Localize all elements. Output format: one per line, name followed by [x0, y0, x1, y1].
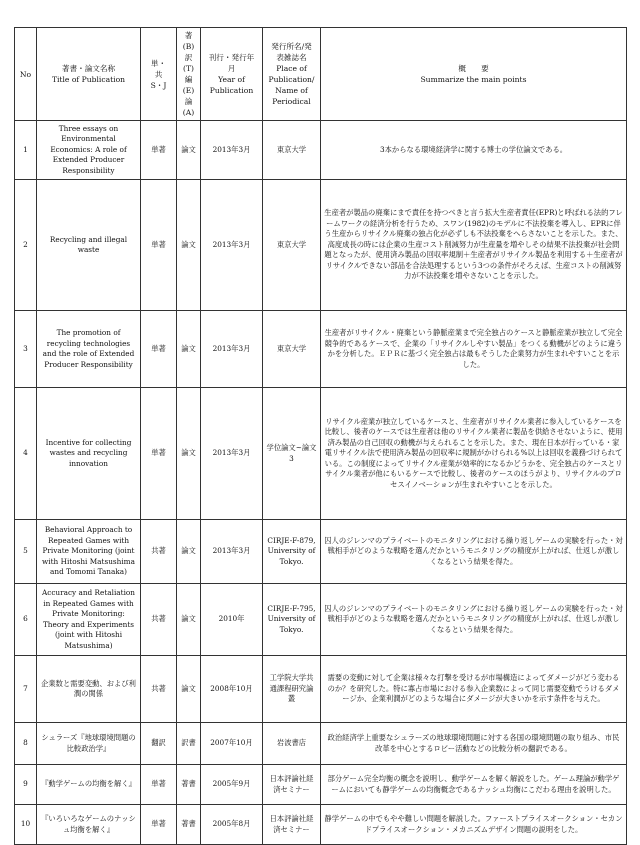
table-row [15, 311, 627, 388]
table-row [15, 723, 627, 765]
cell-title: 『いろいろなゲームのナッシュ均衡を解く』 [37, 805, 141, 845]
cell-no: 6 [15, 584, 37, 656]
cell-type: 著書 [177, 765, 201, 805]
cell-type: 論文 [177, 520, 201, 584]
cell-author: 単著 [141, 805, 177, 845]
header-line: 概 要 [458, 64, 489, 73]
header-line: Title of Publication [51, 75, 126, 84]
table-row [15, 584, 627, 656]
header-year [201, 28, 263, 121]
cell-summary: 生産者が製品の廃棄にまで責任を持つべきと言う拡大生産者責任(EPR)と呼ばれる法的フレームワークの経済分析を行うため、スワン(1982)のモデルに不法投棄を導入し、EPRに伴う生産からリサイクル廃棄の独占化が必ずしも不法投棄をへらさないことを示した。また、高度成長の時には企業の生産コスト削減努力が生産量を増やしその結果不法投棄が社会問題となったが、使用済み製品の回収率規制＋生産者がリサイクル製品を利用する＋生産者がリサイクルできない部品を合法処理するという3つの条件がそろえば、生産コストの削減努力が不法投棄を増やさないことを示した。 [321, 180, 627, 311]
cell-place: 東京大学 [263, 180, 321, 311]
cell-title: The promotion of recycling technologies and the role of Extended Producer Responsibility [37, 311, 141, 388]
header-row [15, 28, 627, 121]
cell-year: 2008年10月 [201, 656, 263, 723]
cell-year: 2005年8月 [201, 805, 263, 845]
table-row [15, 805, 627, 845]
cell-type: 著書 [177, 805, 201, 845]
cell-year: 2005年9月 [201, 765, 263, 805]
cell-author: 共著 [141, 520, 177, 584]
header-line: (A) [182, 108, 195, 117]
cell-no: 9 [15, 765, 37, 805]
table-row [15, 180, 627, 311]
header-line: 表雑誌名 [276, 53, 307, 62]
cell-title: Three essays on Environmental Economics: A role of Extended Producer Responsibility [37, 121, 141, 180]
cell-type: 訳書 [177, 723, 201, 765]
cell-year: 2013年3月 [201, 388, 263, 520]
header-type [177, 28, 201, 121]
header-line: S・J [150, 80, 167, 90]
publications-table [14, 27, 627, 845]
cell-place: 岩波書店 [263, 723, 321, 765]
cell-type: 論文 [177, 656, 201, 723]
cell-place: 東京大学 [263, 121, 321, 180]
cell-no: 5 [15, 520, 37, 584]
cell-title: シュラーズ『地球環境問題の比較政治学』 [37, 723, 141, 765]
cell-no: 10 [15, 805, 37, 845]
cell-year: 2007年10月 [201, 723, 263, 765]
header-line: Publication/ [268, 75, 315, 84]
cell-title: 企業数と需要変動、および利潤の関係 [37, 656, 141, 723]
table-row [15, 388, 627, 520]
header-line: Publication [209, 86, 254, 95]
cell-year: 2013年3月 [201, 121, 263, 180]
cell-author: 単著 [141, 180, 177, 311]
cell-author: 共著 [141, 584, 177, 656]
header-summary [321, 28, 627, 121]
header-line: Summarize the main points [420, 75, 527, 84]
cell-summary: 需要の変動に対して企業は様々な打撃を受けるが市場構造によってダメージがどう変わるのか？を研究した。特に寡占市場における参入企業数によって同じ需要変動でうけるダメージか、企業利潤がどのような場合にダメージが大きいかを示す条件を与えた。 [321, 656, 627, 723]
cell-summary: リサイクル産業が独立しているケースと、生産者がリサイクル業者に参入しているケースを比較し、後者のケースでは生産者は他のリサイクル業者に製品を供給させないように、使用済み製品の自己回収の動機が与えられることを示した。また、現在日本が行っている・家電リサイクル法で使用済み製品の回収率に規制がかけられる%以上は回収を義務づけられている。この制度によってリサイクル産業が効率的になるかどうかを、完全独占のケースとリサイクル業者が他にもいるケースで比較し、後者のケースのほうがより、リサイクルのプロセスイノベーションが生まれやすいことを示した。 [321, 388, 627, 520]
header-no: No [15, 28, 37, 121]
cell-no: 1 [15, 121, 37, 180]
cell-type: 論文 [177, 311, 201, 388]
cell-no: 8 [15, 723, 37, 765]
cell-summary: 政治経済学上重要なシュラーズの地球環境問題に対する各国の環境問題の取り組み、市民改革を中心とするロビー活動などの比較分析の翻訳である。 [321, 723, 627, 765]
cell-type: 論文 [177, 388, 201, 520]
cell-summary: 3本からなる環境経済学に関する博士の学位論文である。 [321, 121, 627, 180]
cell-type: 論文 [177, 584, 201, 656]
cell-author: 単著 [141, 311, 177, 388]
cell-place: 日本評論社経済セミナー [263, 765, 321, 805]
header-line: Name of [275, 86, 308, 95]
header-line: 著書・論文名称 [61, 64, 116, 73]
cell-no: 7 [15, 656, 37, 723]
cell-summary: 部分ゲーム完全均衡の概念を説明し、動学ゲームを解く解説をした。ゲーム理論が動学ゲームにおいても静学ゲームの均衡概念であるナッシュ均衡にこだわる理由を説明した。 [321, 765, 627, 805]
cell-year: 2013年3月 [201, 180, 263, 311]
header-line: Periodical [272, 97, 311, 106]
cell-type: 論文 [177, 121, 201, 180]
cell-no: 3 [15, 311, 37, 388]
table-row [15, 121, 627, 180]
header-line: 発行所名/発 [271, 42, 312, 51]
cell-place: 工学院大学共通課程研究論叢 [263, 656, 321, 723]
header-line: 論 [184, 97, 193, 106]
table-row [15, 765, 627, 805]
cell-title: Behavioral Approach to Repeated Games with Private Monitoring (joint with Hitoshi Matsushima and Tomomi Tanaka) [37, 520, 141, 584]
cell-summary: 生産者がリサイクル・廃棄という静脈産業まで完全独占のケースと静脈産業が独立して完全競争的であるケースで、企業の「リサイクルしやすい製品」をつくる動機がどのように違うかを分析した。ＥＰＲに基づく完全独占は最もそうした企業努力が生まれやすいことを示した。 [321, 311, 627, 388]
cell-title: 『動学ゲームの均衡を解く』 [37, 765, 141, 805]
header-line: 月 [227, 64, 236, 73]
cell-place: 日本評論社経済セミナー [263, 805, 321, 845]
header-line: 共 [154, 69, 163, 79]
cell-no: 2 [15, 180, 37, 311]
header-line: Place of [276, 64, 307, 73]
cell-title: Accuracy and Retaliation in Repeated Games with Private Monitoring: Theory and Experiments (joint with Hitoshi Matsushima) [37, 584, 141, 656]
cell-no: 4 [15, 388, 37, 520]
cell-summary: 囚人のジレンマのプライベートのモニタリングにおける繰り返しゲームの実験を行った・対戦相手がどのような戦略を選んだかというモニタリングの精度が上がれば、仕返しが激しくなるという結果を得た。 [321, 520, 627, 584]
cell-year: 2013年3月 [201, 311, 263, 388]
cell-author: 単著 [141, 121, 177, 180]
header-place [263, 28, 321, 121]
cell-year: 2010年 [201, 584, 263, 656]
table-row [15, 520, 627, 584]
cell-author: 単著 [141, 388, 177, 520]
header-line: Year of [218, 75, 245, 84]
table-row [15, 656, 627, 723]
header-line: 訳(T) [183, 53, 194, 73]
cell-year: 2013年3月 [201, 520, 263, 584]
cell-title: Incentive for collecting wastes and recycling innovation [37, 388, 141, 520]
cell-summary: 囚人のジレンマのプライベートのモニタリングにおける繰り返しゲームの実験を行った・対戦相手がどのような戦略を選んだかというモニタリングの精度が上がれば、仕返しが激しくなるという結果を得た。 [321, 584, 627, 656]
header-author [141, 28, 177, 121]
cell-summary: 静学ゲームの中でもやや難しい問題を解説した。ファーストプライスオークション・セカンドプライスオークション・メカニズムデザイン問題の説明をした。 [321, 805, 627, 845]
header-title [37, 28, 141, 121]
header-line: 編(E) [182, 75, 195, 95]
cell-place: CIRJE-F-795, University of Tokyo. [263, 584, 321, 656]
cell-author: 共著 [141, 656, 177, 723]
cell-author: 翻訳 [141, 723, 177, 765]
cell-place: CIRJE-F-879, University of Tokyo. [263, 520, 321, 584]
cell-title: Recycling and illegal waste [37, 180, 141, 311]
cell-author: 単著 [141, 765, 177, 805]
cell-type: 論文 [177, 180, 201, 311]
cell-place: 東京大学 [263, 311, 321, 388]
header-line: 著(B) [182, 31, 195, 51]
header-line: 単・ [150, 58, 167, 68]
header-line: 刊行・発行年 [208, 53, 255, 62]
cell-place: 学位論文~論文3 [263, 388, 321, 520]
